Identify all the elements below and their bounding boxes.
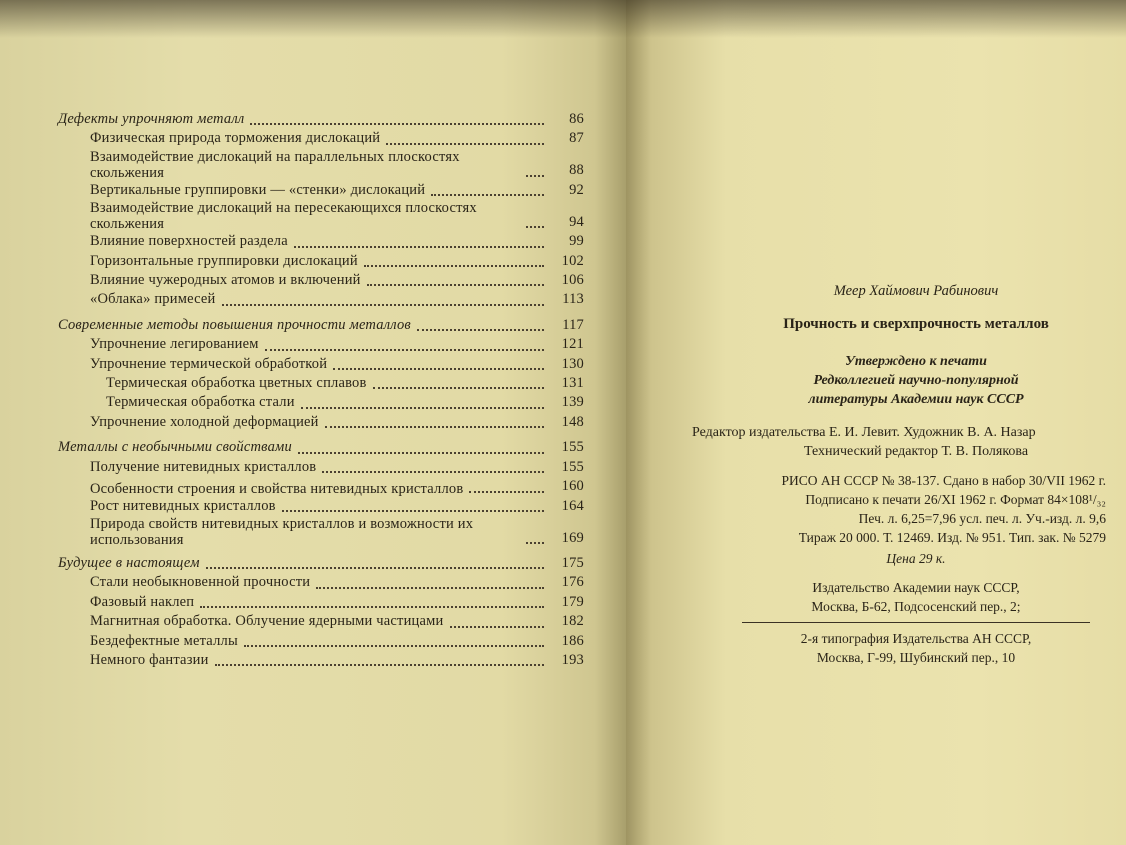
publisher-address: Москва, Б-62, Подсосенский пер., 2;: [811, 599, 1021, 614]
toc-page-number: 117: [562, 316, 584, 333]
toc-entry-title: Природа свойств нитевидных кристаллов и возможности их использования: [90, 515, 474, 548]
author-name: Меер Хаймович Рабинович: [833, 283, 999, 299]
toc-entry: [58, 129, 584, 148]
toc-page-number: 176: [561, 574, 584, 591]
toc-entry: [58, 497, 584, 516]
toc-section: [58, 316, 584, 335]
approval-line: Редколлегией научно-популярной: [813, 373, 1019, 388]
dot-leader: [526, 175, 544, 177]
toc-entry-title: Особенности строения и свойства нитевидных кристаллов: [90, 480, 464, 497]
dot-leader: [301, 407, 544, 409]
right-page: [626, 0, 1126, 845]
publication-details: [706, 471, 1126, 667]
toc-page-number: 106: [561, 272, 584, 289]
dot-leader: [282, 510, 544, 512]
dot-leader: [316, 587, 544, 589]
dot-leader: [206, 567, 544, 569]
dot-leader: [367, 284, 544, 286]
toc-page-number: 87: [569, 130, 584, 147]
toc-entry: [58, 593, 584, 612]
toc-page-number: 102: [561, 252, 584, 269]
toc-page-number: 164: [561, 497, 584, 514]
toc-page-number: 175: [561, 554, 584, 571]
toc-entry: [58, 573, 584, 592]
dot-leader: [298, 452, 544, 454]
dot-leader: [373, 387, 544, 389]
toc-entry-title: Упрочнение холодной деформацией: [90, 413, 319, 430]
toc-entry-title: Термическая обработка стали: [106, 394, 295, 411]
dot-leader: [250, 123, 544, 125]
sheets-line: Печ. л. 6,25=7,96 усл. печ. л. Уч.-изд. л. 9,6: [858, 511, 1106, 526]
toc-entry-title: Физическая природа торможения дислокаций: [90, 130, 381, 147]
dot-leader: [526, 542, 544, 544]
dot-leader: [200, 606, 544, 608]
dot-leader: [333, 368, 544, 370]
publisher-line: Издательство Академии наук СССР,: [812, 580, 1020, 595]
toc-entry: [58, 200, 584, 232]
toc-entry-title: Будущее в настоящем: [58, 554, 200, 571]
dot-leader: [450, 626, 545, 628]
dot-leader: [364, 265, 544, 267]
approval-line: Утверждено к печати: [845, 354, 987, 369]
toc-entry: [58, 477, 584, 496]
top-shadow: [626, 0, 1126, 38]
toc-page-number: 169: [561, 529, 584, 546]
editors-line: Редактор издательства Е. И. Левит. Художник В. А. Назар: [692, 425, 1036, 440]
toc-entry-title: Горизонтальные группировки дислокаций: [90, 252, 358, 269]
toc-entry: [58, 374, 584, 393]
toc-entry-title: Получение нитевидных кристаллов: [90, 458, 317, 475]
divider-rule: [742, 622, 1090, 623]
toc-entry: [58, 252, 584, 271]
toc-page-number: 99: [569, 233, 584, 250]
printer-address: Москва, Г-99, Шубинский пер., 10: [816, 650, 1016, 665]
toc-page-number: 130: [561, 355, 584, 372]
toc-entry-title: Упрочнение термической обработкой: [90, 355, 328, 372]
toc-entry: [58, 393, 584, 412]
toc-entry-title: Влияние чужеродных атомов и включений: [90, 272, 361, 289]
toc-entry-title: Дефекты упрочняют металл: [58, 111, 245, 127]
toc-entry-title: Металлы с необычными свойствами: [58, 439, 292, 456]
toc-entry-title: Термическая обработка цветных сплавов: [106, 375, 367, 392]
book-title: Прочность и сверхпрочность металлов: [783, 316, 1049, 332]
toc-entry-title: Взаимодействие дислокаций на параллельных плоскостях скольжения: [90, 148, 460, 181]
signed-line: Подписано к печати 26/XI 1962 г. Формат 84×108¹/₃₂: [805, 492, 1106, 507]
dot-leader: [431, 194, 544, 196]
toc-page-number: 193: [561, 651, 584, 668]
toc-entry-title: Фазовый наклеп: [90, 593, 195, 610]
tech-editor-line: Технический редактор Т. В. Полякова: [803, 444, 1029, 459]
dot-leader: [526, 226, 544, 228]
toc-page-number: 179: [561, 593, 584, 610]
toc-entry: [58, 651, 584, 670]
printer-line: 2-я типография Издательства АН СССР,: [800, 631, 1032, 646]
imprint-block: [692, 282, 1126, 667]
top-shadow: [0, 0, 626, 38]
toc-section: [58, 554, 584, 573]
toc-page-number: 139: [561, 394, 584, 411]
toc-page-number: 88: [569, 162, 584, 179]
toc-entry: [58, 612, 584, 631]
dot-leader: [469, 491, 544, 493]
toc-entry: [58, 458, 584, 477]
toc-page-number: 121: [561, 336, 584, 353]
toc-entry-title: Рост нитевидных кристаллов: [90, 497, 276, 514]
approval-line: литературы Академии наук СССР: [808, 392, 1024, 407]
toc-entry-title: «Облака» примесей: [90, 291, 216, 308]
toc-page-number: 155: [561, 458, 584, 475]
toc-entry-title: Вертикальные группировки — «стенки» дислокаций: [90, 181, 426, 198]
dot-leader: [322, 471, 544, 473]
dot-leader: [417, 329, 544, 331]
toc-page-number: 94: [569, 213, 584, 230]
toc-page-number: 148: [561, 413, 584, 430]
toc-entry: [58, 335, 584, 354]
toc-entry: [58, 290, 584, 309]
toc-entry-title: Современные методы повышения прочности металлов: [58, 316, 411, 333]
toc-entry-title: Немного фантазии: [90, 651, 209, 668]
toc-entry-title: Магнитная обработка. Облучение ядерными частицами: [90, 613, 444, 630]
toc-entry-title: Упрочнение легированием: [90, 336, 259, 353]
toc-entry-title: Влияние поверхностей раздела: [90, 233, 288, 250]
toc-entry: [58, 355, 584, 374]
toc-entry-title: Взаимодействие дислокаций на пересекающихся плоскостях скольжения: [90, 200, 477, 233]
dot-leader: [294, 246, 544, 248]
toc-entry: [58, 232, 584, 251]
toc-page-number: 92: [569, 181, 584, 198]
toc-page-number: 113: [562, 291, 584, 308]
toc-entry: [58, 271, 584, 290]
dot-leader: [386, 143, 544, 145]
toc-page-number: 155: [561, 439, 584, 456]
run-line: Тираж 20 000. Т. 12469. Изд. № 951. Тип. зак. № 5279: [798, 530, 1106, 545]
toc-page-number: 186: [561, 632, 584, 649]
toc-entry: [58, 149, 584, 181]
toc-page-number: 182: [561, 613, 584, 630]
toc-entry: [58, 181, 584, 200]
toc-entry-title: Стали необыкновенной прочности: [90, 574, 311, 591]
riso-line: РИСО АН СССР № 38-137. Сдано в набор 30/VII 1962 г.: [781, 473, 1106, 488]
dot-leader: [244, 645, 544, 647]
credits: [692, 423, 1126, 461]
toc-section: [58, 110, 584, 129]
table-of-contents: [58, 104, 584, 670]
toc-section: [58, 438, 584, 457]
dot-leader: [265, 349, 544, 351]
toc-entry-title: Бездефектные металлы: [90, 632, 238, 649]
dot-leader: [325, 426, 544, 428]
toc-page-number: 131: [561, 375, 584, 392]
approval-note: [706, 352, 1126, 409]
toc-entry: [58, 632, 584, 651]
toc-page-number: 86: [569, 111, 584, 127]
price-line: Цена 29 к.: [886, 551, 946, 566]
toc-entry: [58, 516, 584, 548]
toc-entry: [58, 413, 584, 432]
dot-leader: [215, 664, 544, 666]
toc-page-number: 160: [561, 478, 584, 495]
dot-leader: [222, 304, 545, 306]
